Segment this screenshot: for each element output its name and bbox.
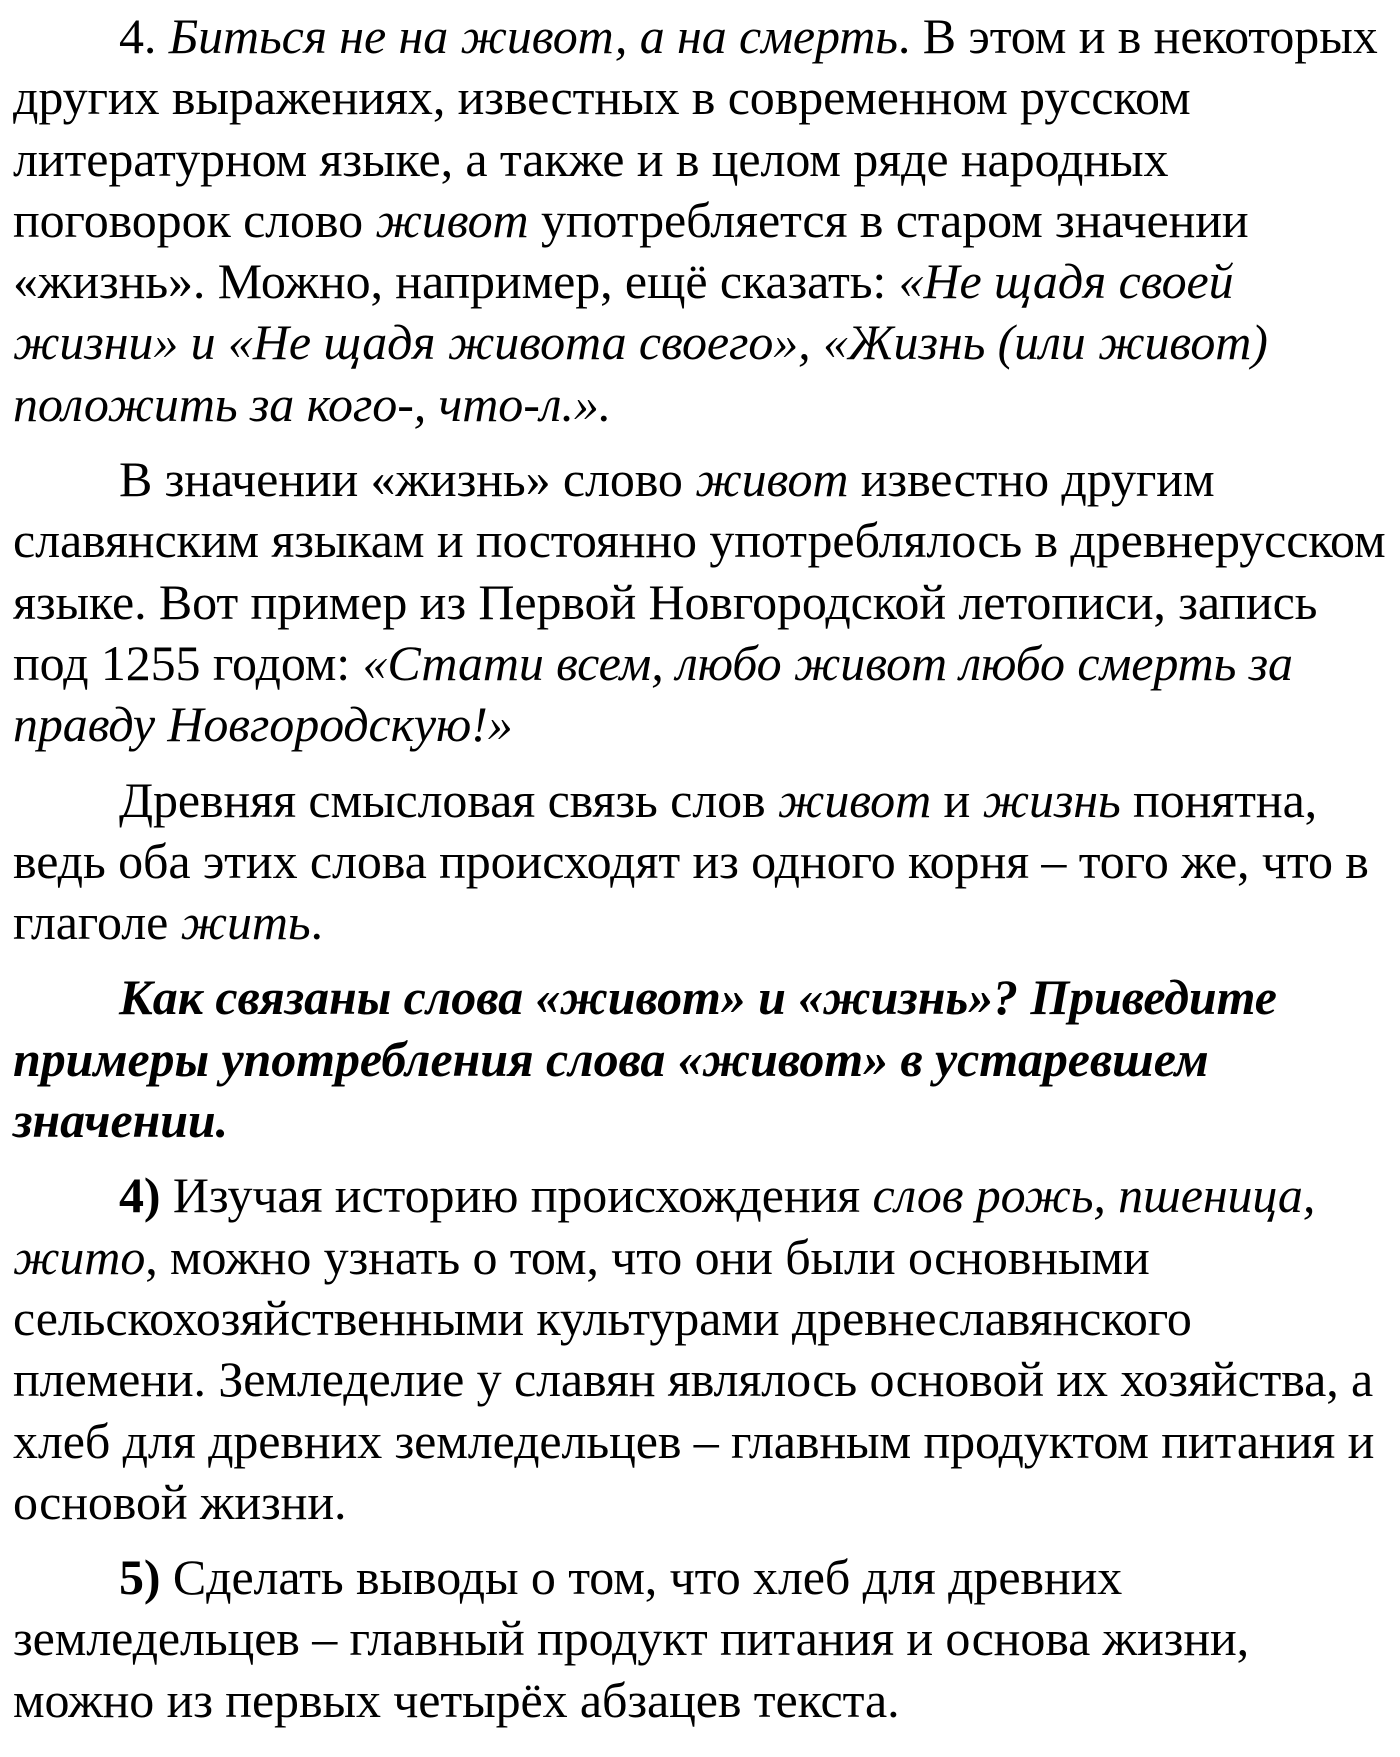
text-run: и [931, 771, 983, 828]
italic-run: «Не щадя своей жизни» и «Не щадя живота своего», «Жизнь (или живот) положить за кого-, что-л.». [13, 253, 1268, 432]
answer-number: 4) [119, 1167, 161, 1224]
italic-run: жить [180, 894, 311, 951]
italic-run: Биться не на живот, а на смерть [168, 8, 898, 64]
paragraph-answer-5 [13, 1547, 1388, 1731]
text-run: , можно узнать о том, что они были основными сельскохозяйственными культурами древнеславянского племени. Земледелие у славян являлось основой их хозяйства, а хлеб для древних земледельцев – главным продуктом питания и основой жизни. [13, 1228, 1375, 1530]
italic-run: живот [375, 191, 529, 248]
paragraph-smyslovaya-svyaz [13, 770, 1388, 954]
text-run: . [310, 894, 323, 951]
paragraph-answer-4 [13, 1165, 1388, 1533]
document-text [13, 6, 1388, 1731]
text-run: В значении «жизнь» слово [119, 451, 696, 508]
text-run: Сделать выводы о том, что хлеб для древних земледельцев – главный продукт питания и основа жизни, можно из первых четырёх абзацев текста. [13, 1549, 1250, 1728]
italic-run: жизнь [982, 771, 1121, 828]
answer-number: 5) [119, 1549, 161, 1606]
text-run: 4. [119, 8, 169, 64]
text-run: известно другим славянским языкам и постоянно употреблялось в древнерусском языке. Вот пример из Первой Новгородской летописи, запись под 1255 годом: [13, 451, 1386, 691]
italic-run: живот [777, 771, 932, 828]
paragraph-zhivot-smert [13, 6, 1388, 435]
italic-run: слов рожь, пшеница, жито [13, 1167, 1316, 1285]
paragraph-znachenie-zhizn [13, 449, 1388, 755]
bold-italic-run: Как связаны слова «живот» и «жизнь»? Приведите примеры употребления слова «живот» в устаревшем значении. [13, 969, 1277, 1149]
text-run: употребляется в старом значении «жизнь». Можно, например, ещё сказать: [13, 191, 1249, 310]
italic-run: «Стати всем, любо живот любо смерть за правду Новгородскую!» [13, 634, 1293, 753]
text-run: Изучая историю происхождения [160, 1167, 873, 1224]
text-run: понятна, ведь оба этих слова происходят из одного корня – того же, что в глаголе [13, 771, 1369, 951]
text-run: Древняя смысловая связь слов [119, 771, 778, 828]
italic-run: живот [695, 451, 849, 508]
text-run: . В этом и в некоторых других выражениях, известных в современном русском литературном языке, а также и в целом ряде народных поговорок слово [13, 8, 1378, 248]
paragraph-question [13, 967, 1388, 1151]
